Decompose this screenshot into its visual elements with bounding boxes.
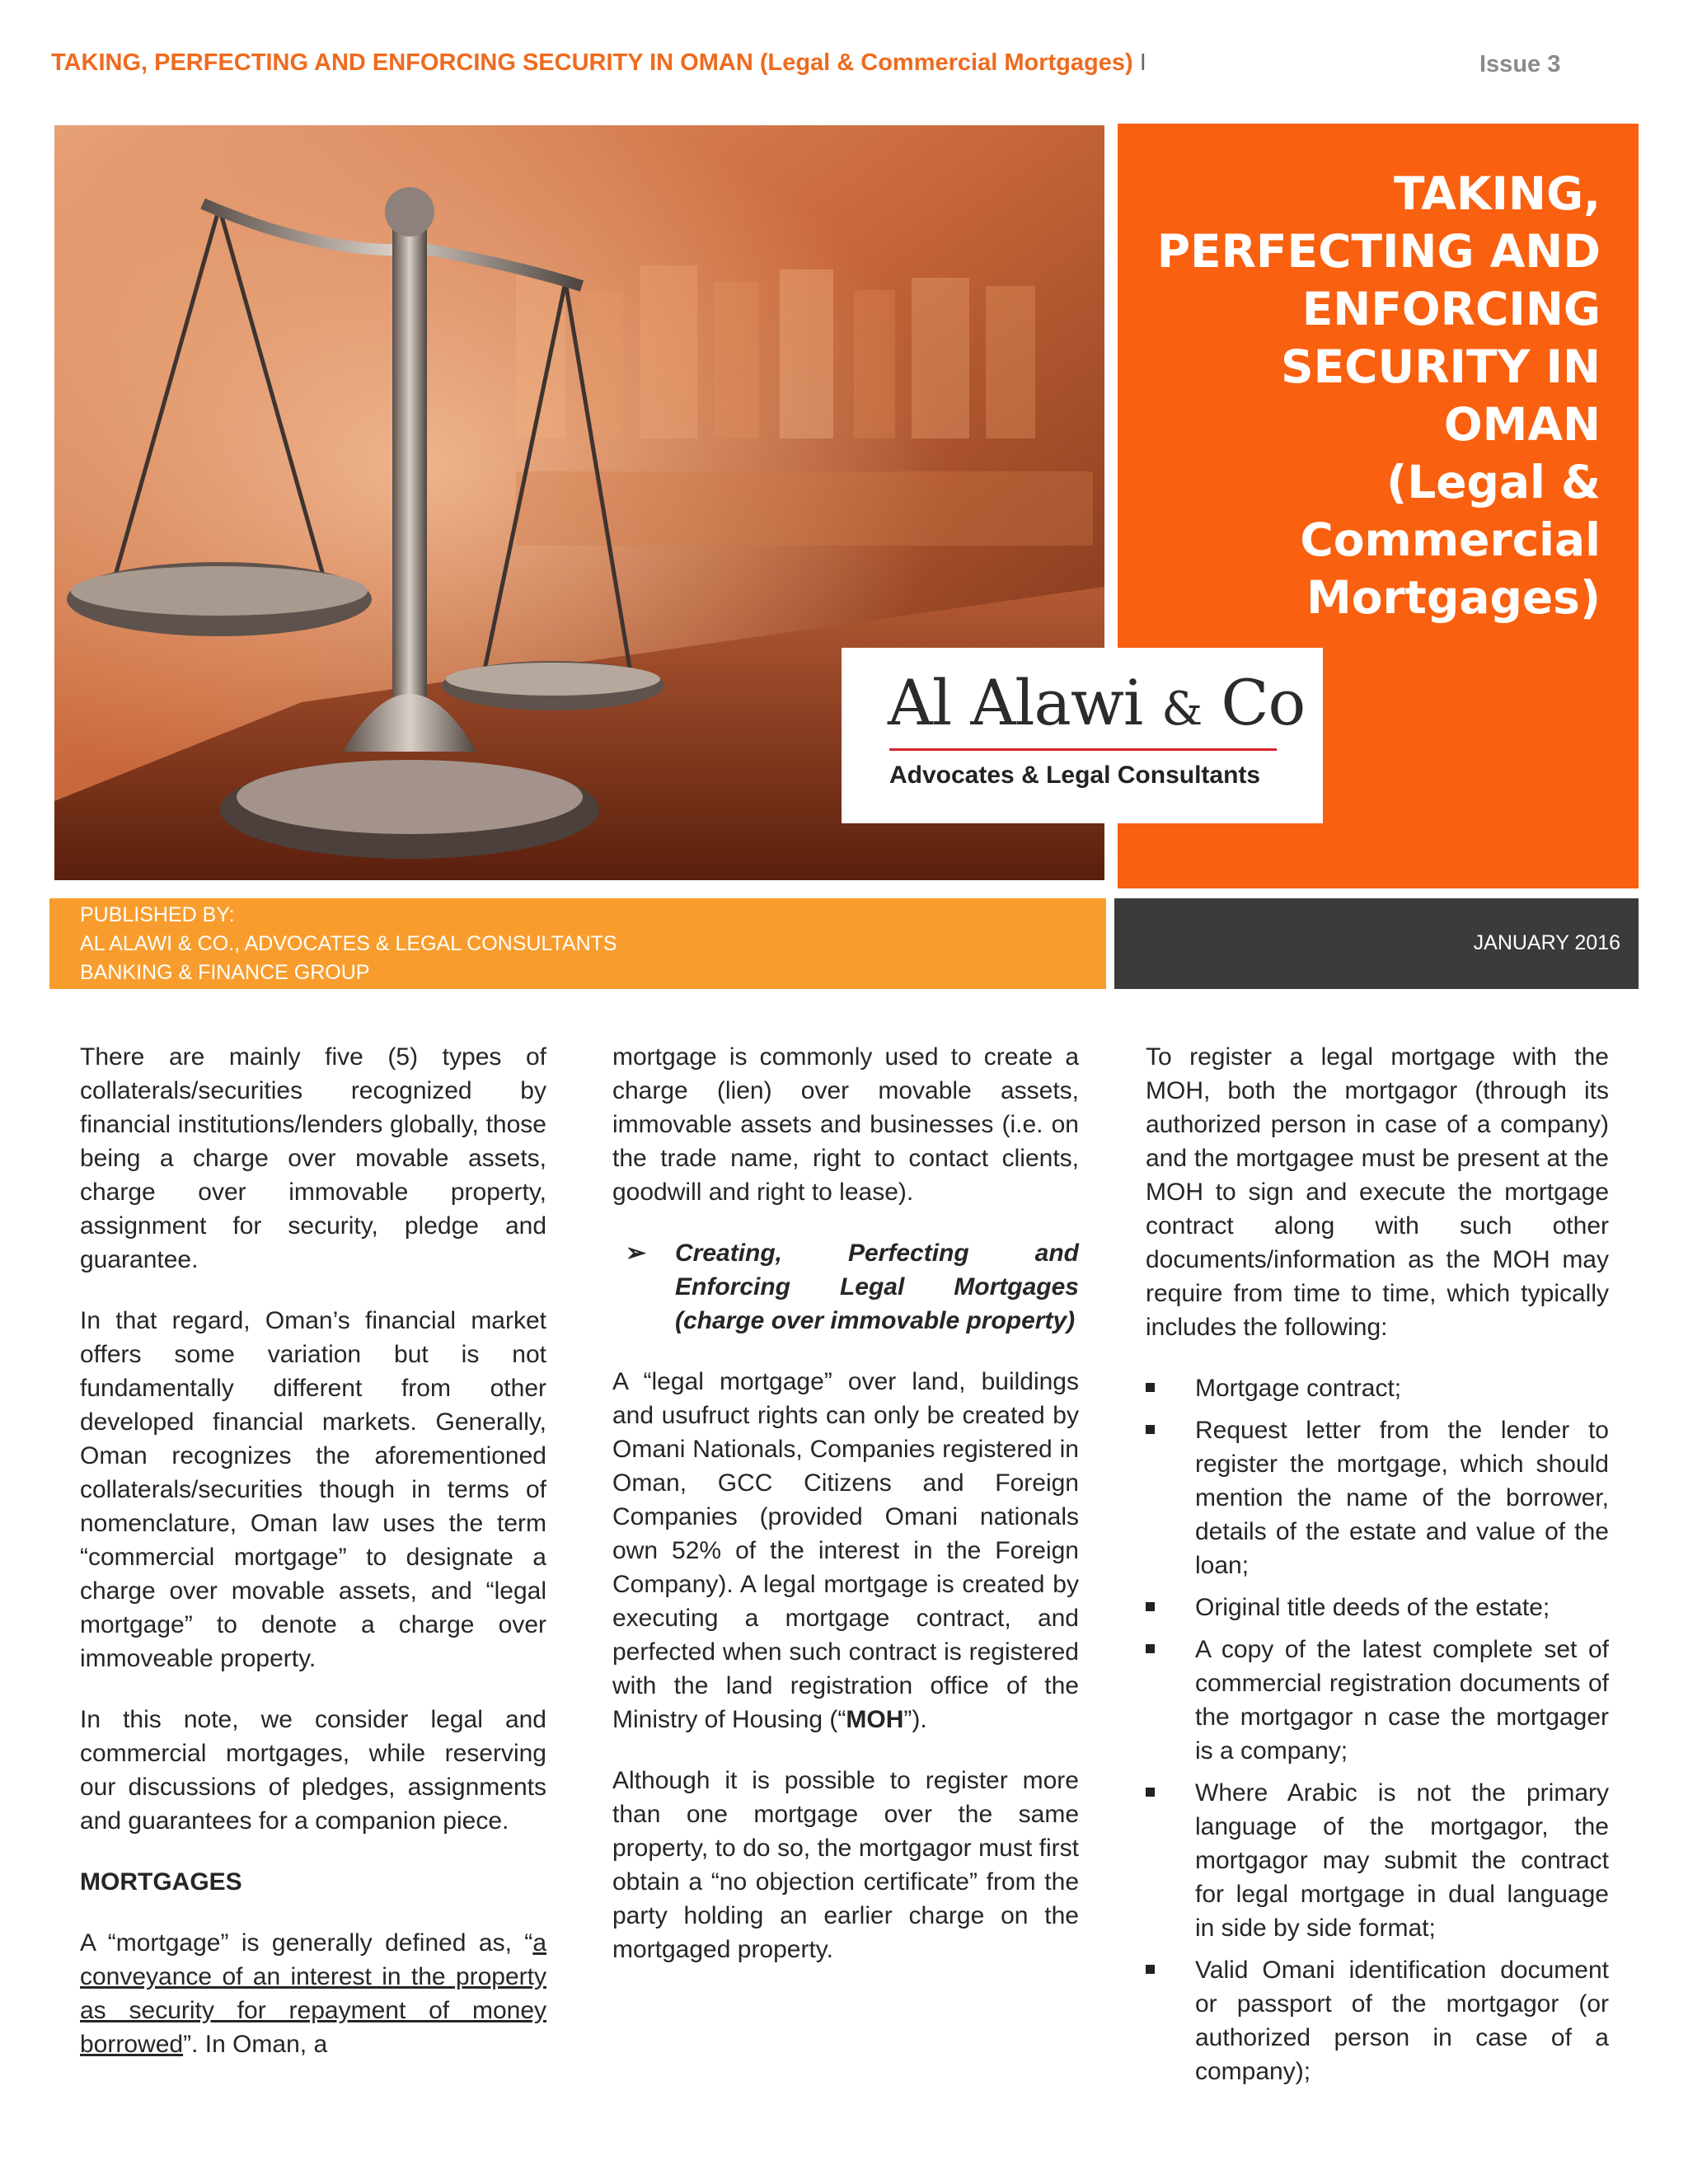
bold-abbreviation: MOH <box>846 1706 904 1733</box>
text-run: A “mortgage” is generally defined as, “ <box>80 1929 533 1957</box>
requirements-list <box>1146 1371 1609 2088</box>
section-heading-legal-mortgages <box>612 1236 1079 1338</box>
square-bullet-icon <box>1146 1644 1155 1653</box>
list-item-text: Mortgage contract; <box>1195 1375 1402 1402</box>
text-run: ”). <box>903 1706 927 1733</box>
firm-logo <box>842 648 1323 823</box>
underlined-definition: a conveyance of an interest in the property as security for repayment of money borrowed <box>80 1929 546 2058</box>
cover-title-line: ENFORCING <box>1301 283 1601 335</box>
logo-subtitle: Advocates & Legal Consultants <box>889 762 1261 789</box>
running-header-text: TAKING, PERFECTING AND ENFORCING SECURITY IN OMAN (Legal & Commercial Mortgages) <box>51 49 1133 76</box>
text-run: ”. In Oman, a <box>183 2031 328 2058</box>
text-run: A “legal mortgage” over land, buildings and usufruct rights can only be created by Omani Nationals, Companies registered in Oman, GCC Citizens and Foreign Companies (provided Omani nationals own 52% of the interest in the Foreign Company). A legal mortgage is created by executing a mortgage contract, and perfected when such contract is registered with the land registration office of the Ministry of Housing (“ <box>612 1368 1079 1733</box>
paragraph: Although it is possible to register more than one mortgage over the same property, to do so, the mortgagor must first obtain a “no objection certificate” from the party holding an earlier charge on the mortgaged property. <box>612 1767 1079 1963</box>
list-item-text: A copy of the latest complete set of commercial registration documents of the mortgagor n case the mortgager is a company; <box>1195 1636 1609 1765</box>
running-header-separator: I <box>1139 49 1146 76</box>
list-item <box>1146 1953 1609 2088</box>
square-bullet-icon <box>1146 1602 1155 1611</box>
publisher-banner <box>49 898 1106 989</box>
list-item <box>1146 1633 1609 1768</box>
running-header-title <box>51 49 1146 77</box>
cover-title-line: TAKING, <box>1394 167 1601 220</box>
logo-name-part: Co <box>1202 666 1306 739</box>
list-item-text: Original title deeds of the estate; <box>1195 1594 1550 1621</box>
list-item <box>1146 1371 1609 1405</box>
body-column-2 <box>612 1040 1079 1994</box>
body-column-3 <box>1146 1040 1609 2097</box>
logo-red-rule <box>889 748 1277 751</box>
list-item <box>1146 1591 1609 1624</box>
issue-number: Issue 3 <box>1479 51 1561 77</box>
logo-name-part: Al Alawi <box>888 666 1162 739</box>
list-item-text: Where Arabic is not the primary language of the mortgagor, the mortgagor may submit the contract for legal mortgage in dual language in side by side format; <box>1195 1779 1609 1942</box>
list-item-text: Request letter from the lender to register the mortgage, which should mention the name of the borrower, details of the estate and value of the loan; <box>1195 1417 1609 1579</box>
paragraph: mortgage is commonly used to create a charge (lien) over movable assets, immovable assets and businesses (i.e. on the trade name, right to contact clients, goodwill and right to lease). <box>612 1043 1079 1206</box>
cover-title-line: (Legal & <box>1386 456 1601 509</box>
square-bullet-icon <box>1146 1965 1155 1974</box>
square-bullet-icon <box>1146 1425 1155 1434</box>
paragraph: There are mainly five (5) types of collaterals/securities recognized by financial institutions/lenders globally, those being a charge over movable assets, charge over immovable property, assignment for security, pledge and guarantee. <box>80 1043 546 1273</box>
cover-title-line: PERFECTING AND <box>1156 225 1601 278</box>
publisher-label: PUBLISHED BY: <box>80 903 235 926</box>
publication-date: JANUARY 2016 <box>1473 931 1620 954</box>
list-item <box>1146 1776 1609 1945</box>
square-bullet-icon <box>1146 1788 1155 1797</box>
date-banner <box>1114 898 1639 989</box>
paragraph: In this note, we consider legal and commercial mortgages, while reserving our discussions of pledges, assignments and guarantees for a companion piece. <box>80 1706 546 1835</box>
list-item-text: Valid Omani identification document or passport of the mortgagor (or authorized person in case of a company); <box>1195 1957 1609 2085</box>
cover-title-line: SECURITY IN OMAN <box>1280 340 1601 451</box>
publisher-name: AL ALAWI & CO., ADVOCATES & LEGAL CONSULTANTS <box>80 932 617 955</box>
paragraph: In that regard, Oman’s financial market offers some variation but is not fundamentally different from other developed financial markets. Generally, Oman recognizes the aforementioned collaterals/securities though in terms of nomenclature, Oman law uses the term “commercial mortgage” to designate a charge over movable assets, and “legal mortgage” to denote a charge over immoveable property. <box>80 1307 546 1672</box>
logo-ampersand: & <box>1161 682 1203 736</box>
cover-title-line: Mortgages) <box>1306 571 1601 624</box>
section-heading-text: Creating, Perfecting and Enforcing Legal Mortgages (charge over immovable property) <box>675 1240 1079 1334</box>
cover-title <box>1139 165 1601 626</box>
cover-title-line: Commercial <box>1300 513 1601 566</box>
body-column-1 <box>80 1040 546 2061</box>
paragraph <box>612 1365 1079 1736</box>
arrow-bullet-icon: ➢ <box>626 1240 647 1267</box>
list-item <box>1146 1413 1609 1582</box>
square-bullet-icon <box>1146 1383 1155 1392</box>
paragraph: To register a legal mortgage with the MOH, both the mortgagor (through its authorized person in case of a company) and the mortgagee must be present at the MOH to sign and execute the mortgage contract along with such other documents/information as the MOH may require from time to time, which typically includes the following: <box>1146 1043 1609 1341</box>
section-heading-mortgages: MORTGAGES <box>80 1868 242 1896</box>
paragraph-mortgage-definition <box>80 1926 546 2061</box>
logo-wordmark <box>888 666 1305 739</box>
publisher-group: BANKING & FINANCE GROUP <box>80 961 370 984</box>
